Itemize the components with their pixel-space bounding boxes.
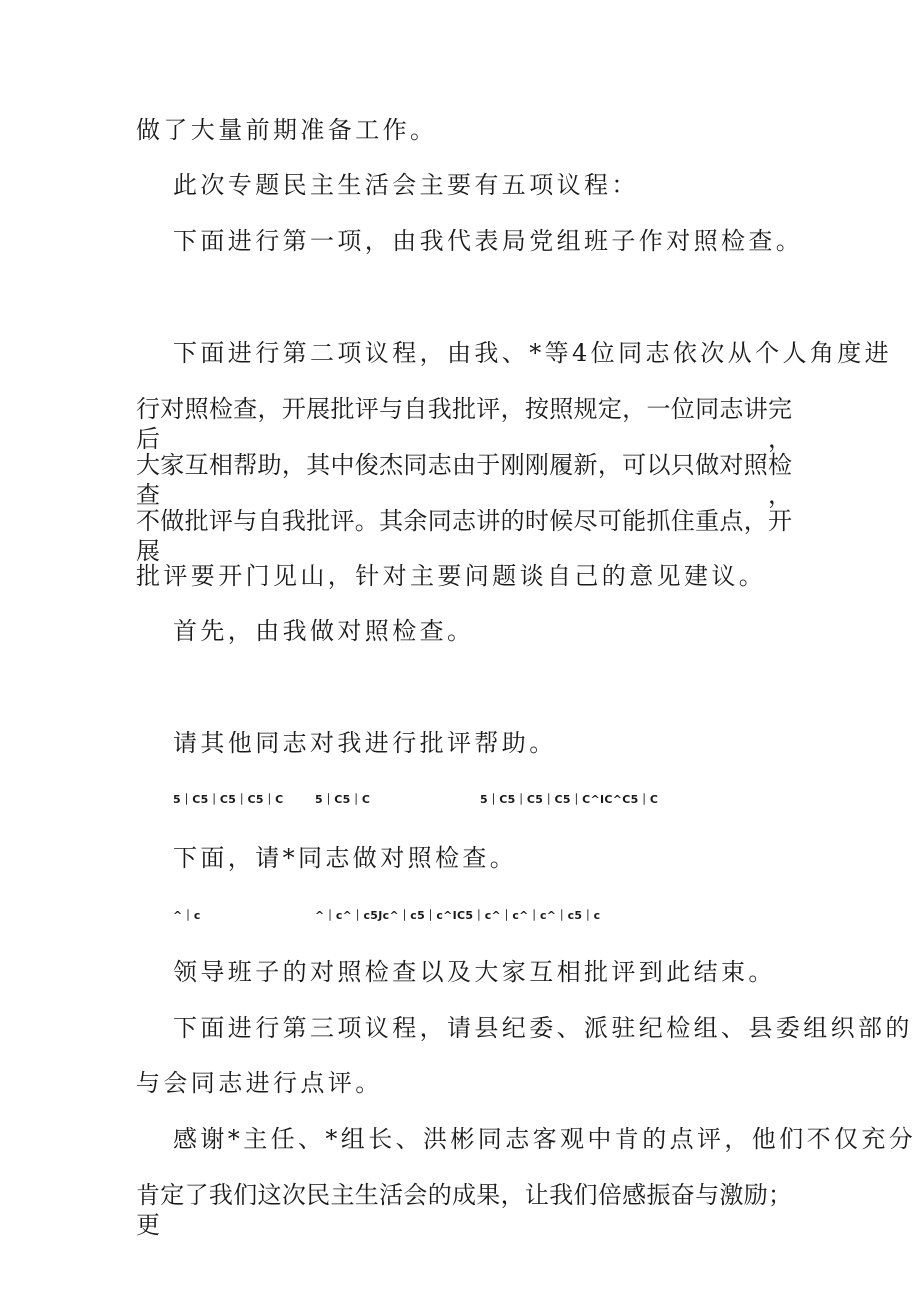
placeholder-mark-1: 5｜C5｜C5｜C5｜C <box>173 793 284 806</box>
paragraph-line-11: 下面，请*同志做对照检查。 <box>173 844 518 872</box>
paragraph-line-12: 领导班子的对照检查以及大家互相批评到此结束。 <box>173 958 776 986</box>
paragraph-line-13: 下面进行第三项议程，请县纪委、派驻纪检组、县委组织部的 <box>173 1014 913 1042</box>
placeholder-mark-3: 5｜C5｜C5｜C5｜C^IC^C5｜C <box>480 793 659 806</box>
paragraph-line-15: 感谢*主任、*组长、洪彬同志客观中肯的点评，他们不仅充分 <box>173 1125 917 1153</box>
paragraph-line-1: 做了大量前期准备工作。 <box>136 116 438 144</box>
paragraph-line-5: 行对照检查，开展批评与自我批评，按照规定，一位同志讲完后， <box>136 395 792 453</box>
paragraph-line-8: 批评要开门见山，针对主要问题谈自己的意见建议。 <box>136 562 767 590</box>
placeholder-mark-5: ^｜c^｜c5Jc^｜c5｜c^IC5｜c^｜c^｜c^｜c5｜c <box>315 909 601 922</box>
paragraph-line-9: 首先，由我做对照检查。 <box>173 617 475 645</box>
paragraph-line-2: 此次专题民主生活会主要有五项议程： <box>173 171 639 199</box>
paragraph-line-14: 与会同志进行点评。 <box>136 1069 383 1097</box>
placeholder-mark-2: 5｜C5｜C <box>315 793 371 806</box>
placeholder-mark-4: ^｜c <box>173 909 201 922</box>
paragraph-line-4: 下面进行第二项议程，由我、*等4位同志依次从个人角度进 <box>173 339 893 367</box>
paragraph-line-6: 大家互相帮助，其中俊杰同志由于刚刚履新，可以只做对照检查， <box>136 451 792 509</box>
paragraph-line-3: 下面进行第一项，由我代表局党组班子作对照检查。 <box>173 227 804 255</box>
paragraph-line-16: 肯定了我们这次民主生活会的成果，让我们倍感振奋与激励；更 <box>136 1181 792 1239</box>
paragraph-line-10: 请其他同志对我进行批评帮助。 <box>173 729 557 757</box>
paragraph-line-7: 不做批评与自我批评。其余同志讲的时候尽可能抓住重点，开展 <box>136 507 792 565</box>
